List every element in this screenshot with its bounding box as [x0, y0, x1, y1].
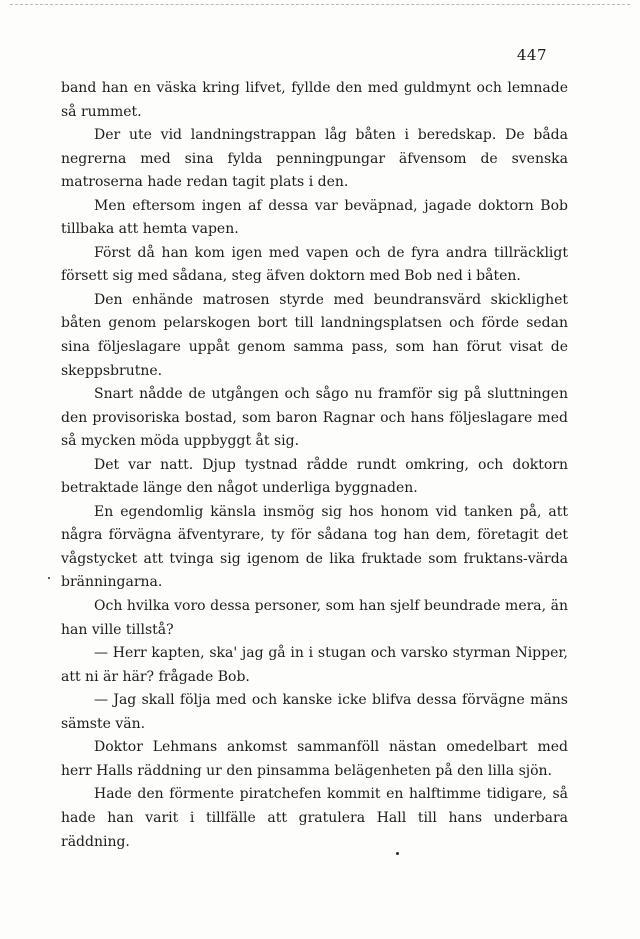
paragraph: Det var natt. Djup tystnad rådde rundt omkring, och doktorn betraktade länge den något underliga byggnaden. — [61, 456, 568, 497]
paragraph: Hade den förmente piratchefen kommit en halftimme tidigare, så hade han varit i tillfälle att gratulera Hall till hans underbara räddning. — [61, 786, 568, 850]
page-number: 447 — [516, 46, 547, 64]
top-edge-rule — [10, 4, 630, 5]
paragraph: En egendomlig känsla insmög sig hos honom vid tanken på, att några förvägna äfventyrare, ty för sådana tog han dem, företagit det vågstycket att tvinga sig igenom de lika fruktade som fruktans-värda bränningarna. — [61, 503, 568, 591]
paragraph: Och hvilka voro dessa personer, som han sjelf beundrade mera, än han ville tillstå? — [61, 598, 568, 638]
paragraph: — Jag skall följa med och kanske icke blifva dessa förvägne mäns sämste vän. — [61, 692, 568, 732]
paragraph: Doktor Lehmans ankomst sammanföll nästan omedelbart med herr Halls räddning ur den pinsamma belägenheten på den lilla sjön. — [61, 739, 568, 779]
body-text — [61, 77, 568, 854]
ink-speck — [396, 852, 399, 855]
paragraph: — Herr kapten, ska' jag gå in i stugan och varsko styrman Nipper, att ni är här? frågade Bob. — [61, 645, 568, 685]
paragraph: Men eftersom ingen af dessa var beväpnad, jagade doktorn Bob tillbaka att hemta vapen. — [61, 197, 568, 238]
ink-speck — [48, 577, 50, 579]
paragraph: Den enhände matrosen styrde med beundransvärd skicklighet båten genom pelarskogen bort till landningsplatsen och förde sedan sina följeslagare uppåt genom samma pass, som han förut visat de skeppsbrutne. — [61, 291, 568, 379]
paragraph: Der ute vid landningstrappan låg båten i beredskap. De båda negrerna med sina fylda penningpungar äfvensom de svenska matroserna hade redan tagit plats i den. — [61, 127, 568, 191]
paragraph: Snart nådde de utgången och sågo nu framför sig på sluttningen den provisoriska bostad, som baron Ragnar och hans följeslagare med så mycken möda uppbyggt åt sig. — [61, 386, 568, 450]
paragraph: Först då han kom igen med vapen och de fyra andra tillräckligt försett sig med sådana, steg äfven doktorn med Bob ned i båten. — [61, 244, 568, 285]
paragraph: band han en väska kring lifvet, fyllde den med guldmynt och lemnade så rummet. — [61, 80, 568, 120]
